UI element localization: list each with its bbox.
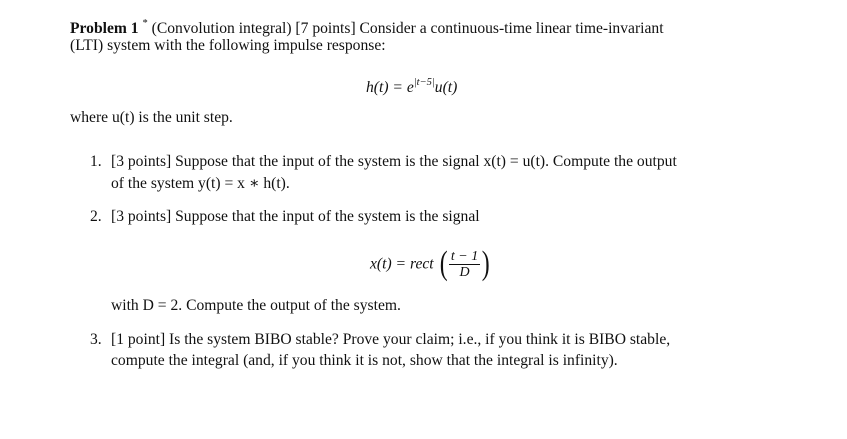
item-2-line1: [3 points] Suppose that the input of the system is the signal bbox=[111, 208, 480, 225]
problem-intro-line2: (LTI) system with the following impulse response: bbox=[70, 37, 386, 54]
where-text: where u(t) is the unit step. bbox=[70, 109, 233, 126]
problem-label: Problem 1 bbox=[70, 20, 139, 37]
impulse-response-equation bbox=[366, 73, 457, 98]
item-1-line2: of the system y(t) = x ∗ h(t). bbox=[111, 175, 290, 192]
impulse-rhs: u(t) bbox=[434, 79, 458, 96]
right-paren: ) bbox=[481, 245, 490, 283]
rect-denominator: D bbox=[449, 264, 480, 280]
rect-equation bbox=[370, 244, 492, 288]
item-1-number: 1. bbox=[90, 153, 102, 170]
problem-star: * bbox=[142, 18, 148, 29]
impulse-exponent: |t−5| bbox=[413, 77, 435, 88]
impulse-lhs: h(t) = e bbox=[366, 79, 414, 96]
rect-lhs: x(t) = rect bbox=[370, 255, 434, 273]
rect-fraction bbox=[449, 249, 480, 280]
left-paren: ( bbox=[439, 245, 448, 283]
problem-intro-line1: (Convolution integral) [7 points] Consider a continuous-time linear time-invariant bbox=[151, 20, 664, 37]
item-3-number: 3. bbox=[90, 331, 102, 348]
rect-numerator: t − 1 bbox=[450, 248, 479, 264]
item-1-line1: [3 points] Suppose that the input of the system is the signal x(t) = u(t). Compute the output bbox=[111, 153, 677, 170]
item-2-line2: with D = 2. Compute the output of the system. bbox=[111, 297, 401, 314]
item-2-number: 2. bbox=[90, 208, 102, 225]
item-3-line1: [1 point] Is the system BIBO stable? Prove your claim; i.e., if you think it is BIBO stable, bbox=[111, 331, 671, 348]
item-3-line2: compute the integral (and, if you think it is not, show that the integral is infinity). bbox=[111, 352, 618, 369]
